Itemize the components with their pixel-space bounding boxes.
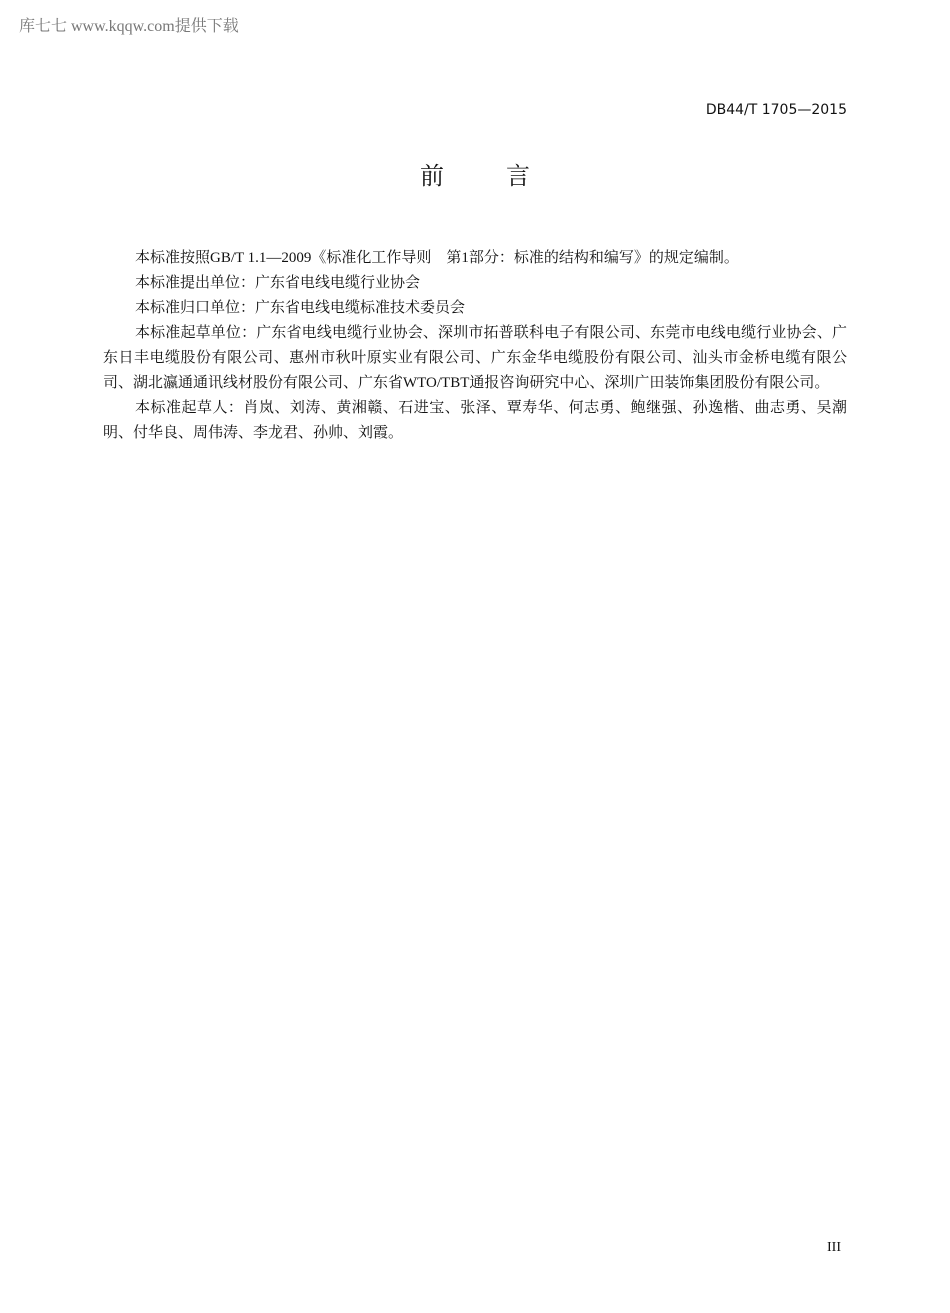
- foreword-body: [103, 246, 847, 446]
- paragraph-proposing-unit: 本标准提出单位：广东省电线电缆行业协会: [135, 275, 421, 291]
- watermark: 库七七 www.kqqw.com提供下载: [19, 18, 239, 35]
- paragraph-drafters: 本标准起草人：肖岚、刘涛、黄湘赣、石进宝、张泽、覃寿华、何志勇、鲍继强、孙逸楷、曲志勇、吴潮明、付华良、周伟涛、李龙君、孙帅、刘霞。: [103, 400, 847, 441]
- paragraph-responsible-unit: 本标准归口单位：广东省电线电缆标准技术委员会: [135, 300, 466, 316]
- page-title: 前言: [420, 162, 592, 190]
- paragraph-compilation-basis: 本标准按照GB/T 1.1—2009《标准化工作导则 第1部分：标准的结构和编写》的规定编制。: [135, 250, 739, 266]
- paragraph-drafting-units: 本标准起草单位：广东省电线电缆行业协会、深圳市拓普联科电子有限公司、东莞市电线电缆行业协会、广东日丰电缆股份有限公司、惠州市秋叶原实业有限公司、广东金华电缆股份有限公司、汕头市金桥电缆有限公司、湖北瀛通通讯线材股份有限公司、广东省WTO/TBT通报咨询研究中心、深圳广田装饰集团股份有限公司。: [103, 325, 847, 391]
- page-number: III: [827, 1240, 841, 1255]
- standard-code: DB44/T 1705—2015: [705, 102, 847, 118]
